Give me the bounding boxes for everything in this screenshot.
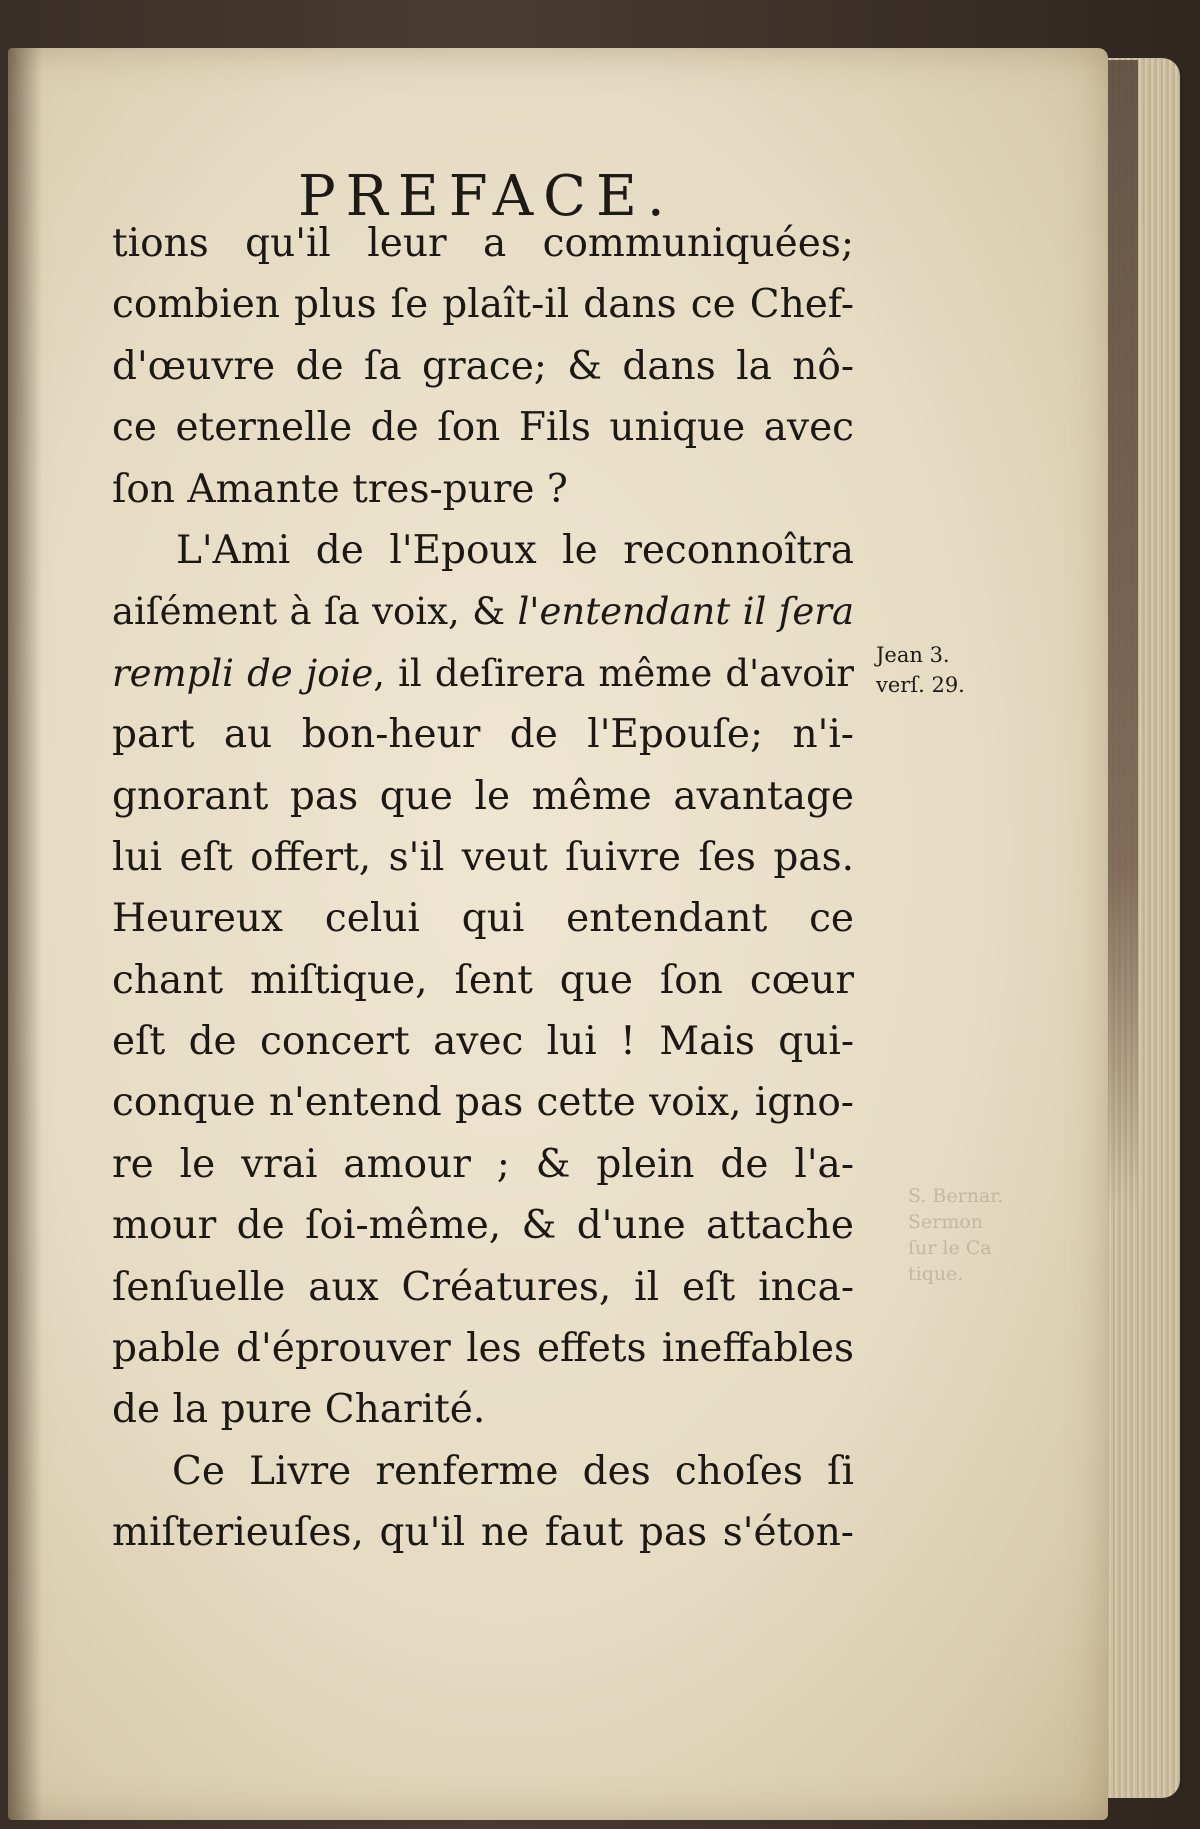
text-line: chant miſtique, ſent que ſon cœur — [112, 957, 854, 1003]
bleed-through-line: S. Bernar. — [908, 1185, 1004, 1207]
bleed-through-line: ſur le Ca — [908, 1237, 992, 1259]
text-line: de la pure Charité. — [112, 1387, 486, 1433]
marginal-reference-verse: verſ. 29. — [876, 673, 965, 697]
text-line: re le vrai amour ; & plein de l'a- — [112, 1141, 854, 1187]
text-line: combien plus ſe plaît-il dans ce Chef- — [112, 282, 854, 328]
italic-quotation: l'entendant il ſera — [517, 590, 855, 634]
text-line: conque n'entend pas cette voix, igno- — [112, 1080, 854, 1126]
text-line: L'Ami de l'Epoux le reconnoîtra — [176, 527, 854, 573]
text-line: d'œuvre de ſa grace; & dans la nô- — [112, 343, 854, 389]
text-line: mour de ſoi-même, & d'une attache — [112, 1203, 854, 1249]
body-text — [112, 213, 854, 1564]
text-line: ce eternelle de ſon Fils unique avec — [112, 405, 854, 451]
text-line-with-italic — [112, 643, 854, 704]
text-segment: , il deſirera même d'avoir — [373, 651, 854, 695]
bleed-through-line: Sermon — [908, 1211, 984, 1233]
text-segment: aiſément à ſa voix, & — [112, 590, 518, 634]
gutter-shadow — [8, 48, 42, 1820]
text-line: ſon Amante tres-pure ? — [112, 466, 568, 512]
bleed-through-line: tique. — [908, 1263, 964, 1285]
text-line: Ce Livre renferme des choſes ſi — [172, 1448, 854, 1494]
running-head: PREFACE. — [298, 164, 675, 229]
text-line: tions qu'il leur a communiquées; — [112, 221, 854, 266]
bleed-through-text — [908, 1183, 1003, 1287]
text-line: part au bon-heur de l'Epouſe; n'i- — [112, 712, 854, 758]
marginal-reference — [876, 640, 965, 700]
text-line: miſterieuſes, qu'il ne faut pas s'éton- — [112, 1510, 854, 1556]
text-line: lui eſt offert, s'il veut ſuivre ſes pas. — [112, 834, 854, 880]
text-line: pable d'éprouver les effets ineffables — [112, 1326, 854, 1372]
text-line: gnorant pas que le même avantage — [112, 773, 854, 819]
italic-quotation: rempli de joie — [112, 651, 374, 695]
text-line: eſt de concert avec lui ! Mais qui- — [112, 1019, 854, 1065]
text-line: ſenſuelle aux Créatures, il eſt inca- — [112, 1264, 854, 1310]
book-page — [8, 48, 1108, 1820]
text-line: Heureux celui qui entendant ce — [112, 896, 854, 942]
text-line-with-italic — [112, 581, 854, 642]
marginal-reference-book: Jean 3. — [876, 643, 950, 667]
